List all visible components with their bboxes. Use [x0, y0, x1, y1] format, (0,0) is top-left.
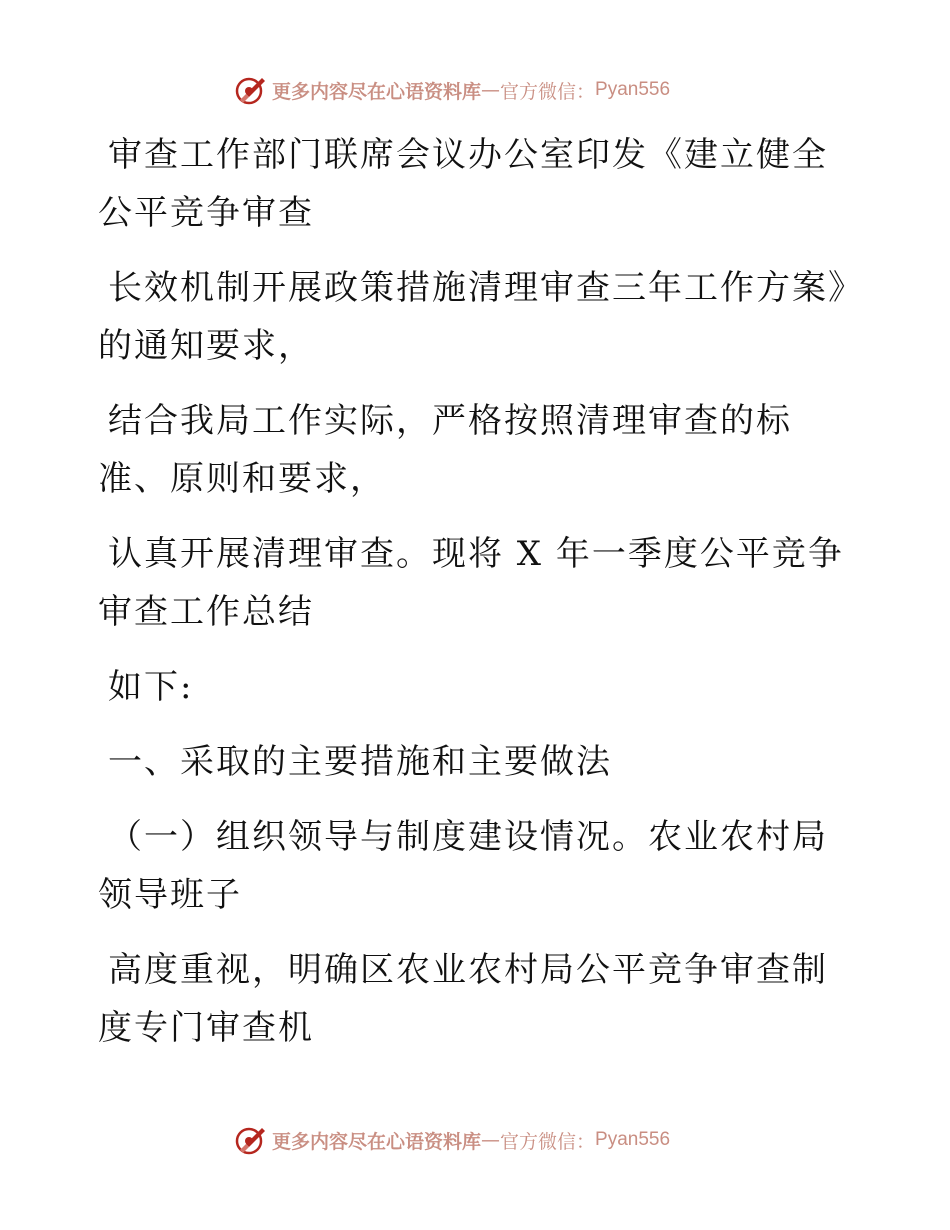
watermark-dash: —	[481, 79, 501, 101]
paragraph: 认真开展清理审查。现将 X 年一季度公平竞争审查工作总结	[98, 534, 844, 632]
section-heading: 一、采取的主要措施和主要做法	[108, 742, 612, 782]
paragraph: 审查工作部门联席会议办公室印发《建立健全公平竞争审查	[98, 135, 828, 233]
header-watermark	[234, 72, 670, 108]
paragraph: 结合我局工作实际，严格按照清理审查的标准、原则和要求，	[98, 401, 792, 499]
footer-watermark	[234, 1122, 670, 1158]
watermark-wechat-id: Pyan556	[595, 1129, 671, 1150]
document-body	[98, 126, 858, 1074]
paragraph: 高度重视，明确区农业农村局公平竞争审查制度专门审查机	[98, 950, 828, 1048]
pen-logo-icon	[234, 73, 268, 107]
paragraph: 如下:	[108, 667, 194, 707]
watermark-wechat-id: Pyan556	[595, 79, 671, 100]
watermark-main-text: 更多内容尽在心语资料库	[272, 1130, 482, 1153]
watermark-dash: —	[481, 1129, 501, 1151]
watermark-wechat-label: 官方微信：	[500, 1130, 596, 1153]
paragraph: （一）组织领导与制度建设情况。农业农村局领导班子	[98, 817, 828, 915]
paragraph: 长效机制开展政策措施清理审查三年工作方案》的通知要求，	[98, 268, 847, 366]
watermark-wechat-label: 官方微信：	[500, 80, 596, 103]
pen-logo-icon	[234, 1123, 268, 1157]
watermark-main-text: 更多内容尽在心语资料库	[272, 80, 482, 103]
